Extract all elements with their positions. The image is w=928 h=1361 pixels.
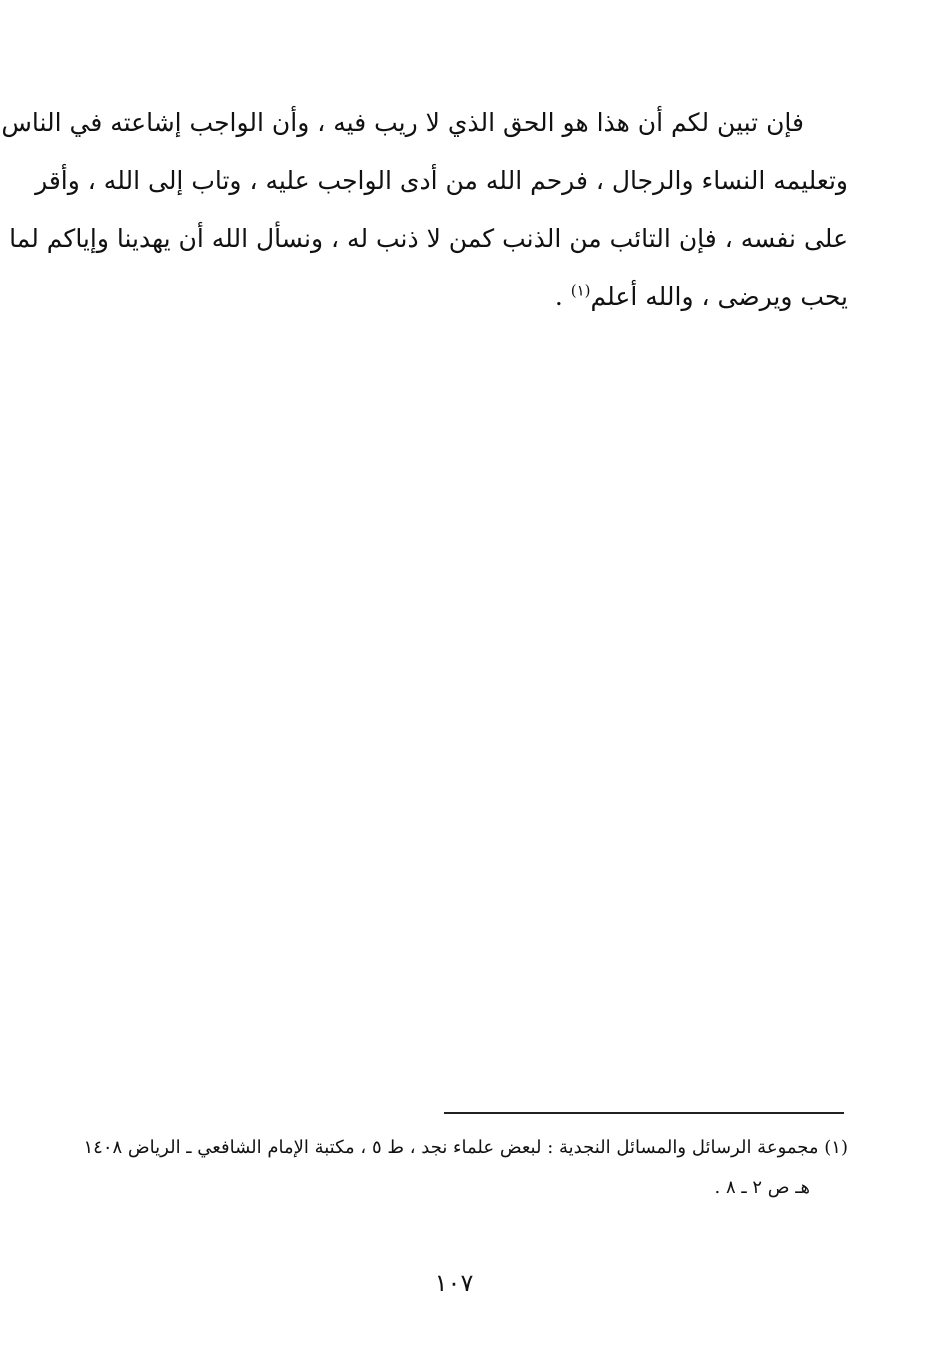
body-text bbox=[1, 94, 848, 326]
body-line-3: على نفسه ، فإن التائب من الذنب كمن لا ذنب له ، ونسأل الله أن يهدينا وإياكم لما bbox=[9, 224, 848, 253]
footnote-reference: (١) bbox=[570, 281, 591, 300]
body-line-2: وتعليمه النساء والرجال ، فرحم الله من أدى الواجب عليه ، وتاب إلى الله ، وأقر bbox=[35, 166, 848, 195]
footnote-line-2: هـ ص ٢ ـ ٨ . bbox=[714, 1177, 810, 1198]
body-line-4-text: يحب ويرضى ، والله أعلم bbox=[590, 282, 848, 311]
footnote bbox=[52, 1128, 848, 1208]
body-line-4 bbox=[52, 268, 848, 326]
page-number: ١٠٧ bbox=[434, 1269, 474, 1297]
body-line-1: فإن تبين لكم أن هذا هو الحق الذي لا ريب فيه ، وأن الواجب إشاعته في الناس bbox=[1, 108, 804, 137]
footnote-separator bbox=[444, 1112, 844, 1114]
end-punctuation: . bbox=[554, 282, 571, 311]
footnote-line-1: (١) مجموعة الرسائل والمسائل النجدية : لبعض علماء نجد ، ط ٥ ، مكتبة الإمام الشافعي ـ الرياض ١٤٠٨ bbox=[83, 1137, 848, 1158]
